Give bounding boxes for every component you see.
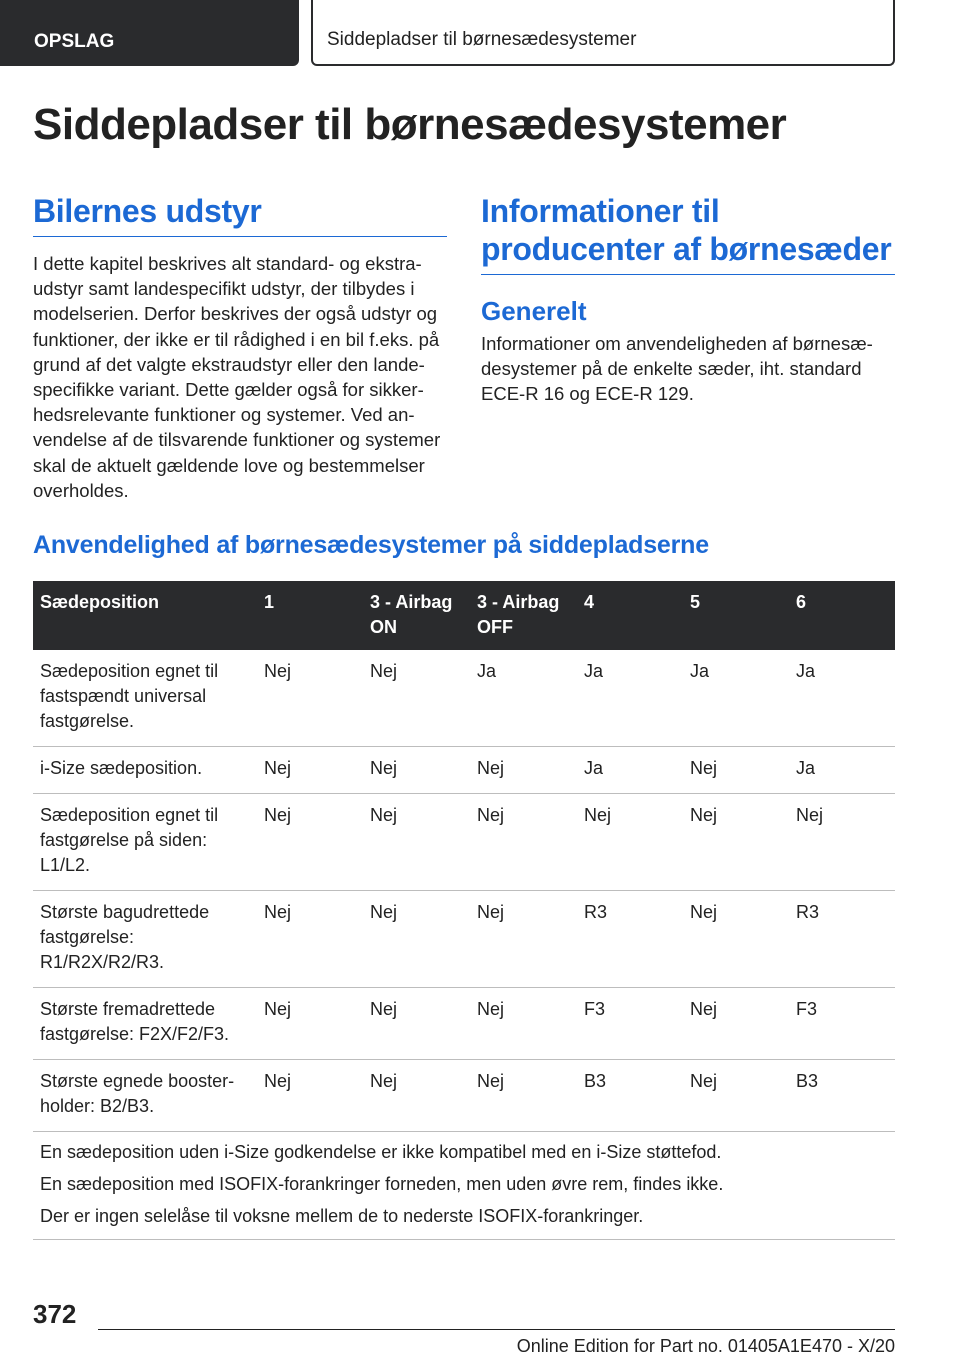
footer-divider bbox=[98, 1329, 895, 1330]
column-header: 3 - Airbag ON bbox=[363, 581, 470, 650]
column-header: 4 bbox=[577, 581, 683, 650]
table-cell: F3 bbox=[789, 988, 895, 1060]
table-cell: Sædeposition egnet til fastspændt universal fastgørelse. bbox=[33, 650, 257, 747]
table-cell: R3 bbox=[577, 891, 683, 988]
table-cell: Ja bbox=[470, 650, 577, 747]
table-row bbox=[33, 988, 895, 1060]
table-row bbox=[33, 650, 895, 747]
table-note: En sædeposition med ISOFIX-forankringer forneden, men uden øvre rem, findes ikke. bbox=[40, 1174, 724, 1194]
table-cell: Sædeposition egnet til fastgørelse på siden: L1/L2. bbox=[33, 794, 257, 891]
table-cell: Nej bbox=[683, 988, 789, 1060]
table-cell: Nej bbox=[577, 794, 683, 891]
table-cell: Ja bbox=[577, 747, 683, 794]
table-cell: Ja bbox=[789, 747, 895, 794]
table-cell: Nej bbox=[363, 747, 470, 794]
table-row bbox=[33, 1060, 895, 1132]
table-cell: Største bagudrettede fastgørelse: R1/R2X/R2/R3. bbox=[33, 891, 257, 988]
table-cell: Nej bbox=[683, 747, 789, 794]
table-section-heading: Anvendelighed af børnesædesystemer på siddepladserne bbox=[33, 531, 709, 559]
table-header-row bbox=[33, 581, 895, 650]
table-cell: Største egnede boosterholder: B2/B3. bbox=[33, 1060, 257, 1132]
table-cell: Nej bbox=[683, 891, 789, 988]
page-header bbox=[0, 0, 960, 66]
table-note: En sædeposition uden i-Size godkendelse er ikke kompatibel med en i-Size støttefod. bbox=[40, 1142, 722, 1162]
table-cell: Nej bbox=[257, 650, 363, 747]
table-cell: Største fremadrettede fastgørelse: F2X/F2/F3. bbox=[33, 988, 257, 1060]
left-column bbox=[33, 192, 447, 503]
table-row bbox=[33, 891, 895, 988]
table-cell: Nej bbox=[470, 794, 577, 891]
left-body-text: I dette kapitel beskrives alt standard- og ekstraudstyr samt landespecifikt udstyr, der tilbydes i modelserien. Derfor beskrives der også udstyr og funktioner, der ikke er til rådighed i en bil f.eks. på grund af det valgte ekstraudstyr eller den landespecifikke variant. Dette gælder også for sikkerhedsrelevante funktioner og systemer. Ved anvendelse af de tilsvarende funktioner og systemer skal de aktuelt gældende love og bestemmelser overholdes. bbox=[33, 253, 441, 501]
table-cell: B3 bbox=[789, 1060, 895, 1132]
left-heading: Bilernes udstyr bbox=[33, 192, 447, 237]
table-cell: Nej bbox=[257, 988, 363, 1060]
table-cell: Nej bbox=[683, 794, 789, 891]
table-cell: Nej bbox=[470, 988, 577, 1060]
table-cell: Nej bbox=[363, 988, 470, 1060]
table-cell: Ja bbox=[683, 650, 789, 747]
table-cell: Nej bbox=[257, 794, 363, 891]
right-body-text: Informationer om anvendeligheden af børnesædesystemer på de enkelte sæder, iht. standard ECE-R 16 og ECE-R 129. bbox=[481, 333, 873, 405]
table-note: Der er ingen selelåse til voksne mellem de to nederste ISOFIX-forankringer. bbox=[40, 1206, 644, 1226]
table-cell: B3 bbox=[577, 1060, 683, 1132]
column-header: 1 bbox=[257, 581, 363, 650]
section-tab: OPSLAG bbox=[0, 0, 299, 66]
table-row bbox=[33, 747, 895, 794]
right-heading: Informationer til producenter af børnesæder bbox=[481, 192, 895, 275]
table-cell: Nej bbox=[683, 1060, 789, 1132]
table-cell: Nej bbox=[257, 891, 363, 988]
table-cell: Nej bbox=[257, 747, 363, 794]
column-header: Sædeposition bbox=[33, 581, 257, 650]
table-cell: R3 bbox=[789, 891, 895, 988]
footer-edition: Online Edition for Part no. 01405A1E470 - X/20 bbox=[516, 1336, 895, 1356]
table-notes-row bbox=[33, 1132, 895, 1240]
column-header: 5 bbox=[683, 581, 789, 650]
table-cell: i-Size sædeposition. bbox=[33, 747, 257, 794]
seat-position-table bbox=[33, 581, 895, 1240]
column-header: 3 - Airbag OFF bbox=[470, 581, 577, 650]
page-title: Siddepladser til børnesædesystemer bbox=[33, 100, 787, 149]
table-cell: Nej bbox=[363, 650, 470, 747]
right-subheading: Generelt bbox=[481, 296, 587, 326]
table-cell: Nej bbox=[257, 1060, 363, 1132]
table-cell: Nej bbox=[363, 1060, 470, 1132]
table-cell: Nej bbox=[363, 891, 470, 988]
table-row bbox=[33, 794, 895, 891]
right-column bbox=[481, 192, 895, 407]
table-cell: Nej bbox=[470, 891, 577, 988]
table-cell: Nej bbox=[470, 1060, 577, 1132]
table-cell: Nej bbox=[470, 747, 577, 794]
table-cell: Nej bbox=[789, 794, 895, 891]
table-cell: Ja bbox=[789, 650, 895, 747]
column-header: 6 bbox=[789, 581, 895, 650]
table-cell: F3 bbox=[577, 988, 683, 1060]
table-cell: Nej bbox=[363, 794, 470, 891]
page-number: 372 bbox=[33, 1299, 77, 1329]
chapter-tab: Siddepladser til børnesædesystemer bbox=[311, 0, 895, 66]
table-notes bbox=[33, 1132, 895, 1240]
table-cell: Ja bbox=[577, 650, 683, 747]
